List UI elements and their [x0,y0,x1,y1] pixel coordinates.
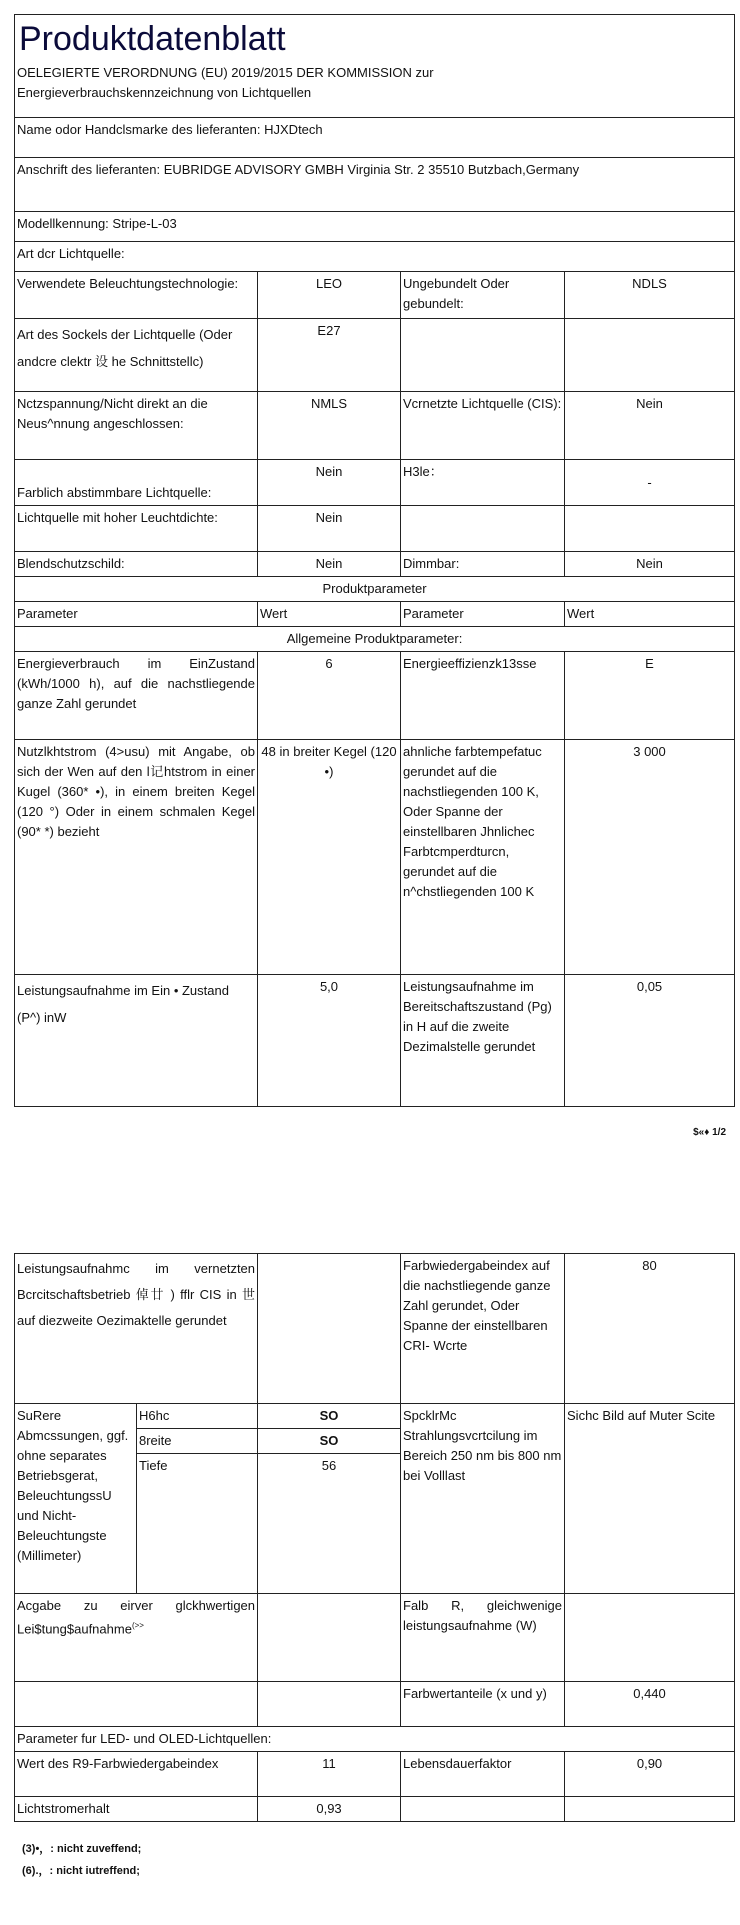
width-value [258,1429,401,1454]
page-2 [14,1253,734,1822]
datasheet-table-page-1 [14,14,735,1107]
depth-value: 56 [258,1454,401,1594]
energy-consumption-label: Energieverbrauch im EinZustand (kWh/1000 h), auf die nachstliegende ganze Zahl gerundet [15,652,258,740]
product-params-heading: Produktparameter [15,577,735,602]
cri-value: 80 [565,1254,735,1404]
shell-label: H3le： [401,460,565,506]
lumen-maintenance-value: 0,93 [258,1797,401,1822]
survival-factor-label: Lebensdauerfaktor [401,1752,565,1797]
led-params-heading: Parameter fur LED- und OLED-Lichtquellen: [15,1727,735,1752]
cct-label: ahnliche farbtempefatuc gerundet auf die nachstliegenden 100 K, Oder Spanne der einstellbaren Jhnlichec Farbtcmperdturcn, gerundet auf die n^chstliegenden 100 K [401,740,565,975]
footnote-2: (6).，: nicht iutreffend; [22,1865,140,1877]
empty-cell [258,1682,401,1727]
bundled-value: NDLS [565,272,735,319]
standby-power-label: Leistungsaufnahme im Bereitschaftszustand (Pg) in H auf die zweite Dezimalstelle gerundet [401,975,565,1107]
regulation-line-1: OELEGIERTE VERORDNUNG (EU) 2019/2015 DER KOMMISSION zur [17,65,434,80]
high-luminance-label: Lichtquelle mit hoher Leuchtdichte: [15,506,258,552]
equivalent-power-label [15,1594,258,1682]
supplier-address: Anschrift des lieferanten: EUBRIDGE ADVISORY GMBH Virginia Str. 2 35510 Butzbach,Germany [15,158,735,212]
equivalent-power-sup: (>> [131,1621,144,1630]
socket-value: E27 [258,319,401,392]
empty-cell [258,1594,401,1682]
energy-class-label: Energieeffizienzk13sse [401,652,565,740]
width-label: 8reite [137,1429,258,1454]
page-1 [14,14,734,1107]
energy-consumption-value: 6 [258,652,401,740]
spectral-value: Sichc Bild auf Muter Scite [565,1404,735,1594]
cri-label: Farbwiedergabeindex auf die nachstliegende ganze Zahl gerundet, Oder Spanne der einstellbaren CRI- Wcrte [401,1254,565,1404]
cls-label: Vcrnetzte Lichtquelle (CIS): [401,392,565,460]
colour-power-label: Falb R, gleichwenige leistungsaufnahme (W) [401,1594,565,1682]
height-value [258,1404,401,1429]
empty-cell [401,319,565,392]
chromaticity-label: Farbwertanteile (x und y) [401,1682,565,1727]
high-luminance-value: Nein [258,506,401,552]
model-identifier: Modellkennung: Stripe-L-03 [15,212,735,242]
energy-class-value: E [565,652,735,740]
tunable-value: Nein [258,460,401,506]
survival-factor-value: 0,90 [565,1752,735,1797]
tech-label: Verwendete Beleuchtungstechnologie: [15,272,258,319]
networked-standby-value [258,1254,401,1404]
page-title: Produktdatenblatt [19,20,286,58]
header-cell [15,15,735,118]
chromaticity-value: 0,440 [565,1682,735,1727]
bundled-label: Ungebundelt Oder gebundelt: [401,272,565,319]
tech-value: LEO [258,272,401,319]
shell-value: - [565,460,735,506]
networked-standby-label: Leistungsaufnahmc im vernetzten Bcrcitschaftsbetrieb 倬廿 ) fflr CIS in 世 auf diezweite Oezimaktelle gerundet [15,1254,258,1404]
supplier-name: Name odor Handclsmarke des lieferanten: HJXDtech [15,118,735,158]
footnote-1: (3)•，: nicht zuveffend; [22,1843,142,1855]
r9-label: Wert des R9-Farbwiedergabeindex [15,1752,258,1797]
dimensions-label: SuRere Abmcssungen, ggf. ohne separates Betriebsgerat, BeleuchtungssU und Nicht-Beleuchtungste (Millimeter) [15,1404,137,1594]
col-header-value: Wert [258,602,401,627]
tunable-label: Farblich abstimmbare Lichtquelle: [15,460,258,506]
dimmable-label: Dimmbar: [401,552,565,577]
regulation-line-2: Energieverbrauchskennzeichnung von Lichtquellen [17,85,312,100]
on-mode-power-label: Leistungsaufnahme im Ein • Zustand (P^) inW [15,975,258,1107]
width-value-text: SO [319,1433,339,1448]
height-value-text: SO [319,1408,339,1423]
standby-power-value: 0,05 [565,975,735,1107]
height-label: H6hc [137,1404,258,1429]
lumen-maintenance-label: Lichtstromerhalt [15,1797,258,1822]
empty-cell [565,506,735,552]
glare-shield-value: Nein [258,552,401,577]
light-source-type: Art dcr Lichtquelle: [15,242,735,272]
empty-cell [401,506,565,552]
depth-label: Tiefe [137,1454,258,1594]
spectral-label: SpcklrMc Strahlungsvcrtcilung im Bereich 250 nm bis 800 nm bei Volllast [401,1404,565,1594]
r9-value: 11 [258,1752,401,1797]
cct-value: 3 000 [565,740,735,975]
cls-value: Nein [565,392,735,460]
on-mode-power-value: 5,0 [258,975,401,1107]
glare-shield-label: Blendschutzschild: [15,552,258,577]
empty-cell [401,1797,565,1822]
col-header-value-2: Wert [565,602,735,627]
empty-cell [565,1797,735,1822]
empty-cell [565,1594,735,1682]
socket-label: Art des Sockels der Lichtquelle (Oder andcre clektr 设 he Schnittstellc) [15,319,258,392]
page-number: $«♦ 1/2 [693,1127,726,1138]
luminous-flux-value: 48 in breiter Kegel (120 •) [258,740,401,975]
luminous-flux-label: Nutzlkhtstrom (4>usu) mit Angabe, ob sich der Wen auf den l记htstrom in einer Kugel (360* •), in einem breiten Kegel (120 °) Oder in einem schmalen Kegel (90* *) bezieht [15,740,258,975]
dimmable-value: Nein [565,552,735,577]
col-header-parameter: Parameter [15,602,258,627]
general-params-heading: Allgemeine Produktparameter: [15,627,735,652]
mains-label: Nctzspannung/Nicht direkt an die Neus^nnung angeschlossen: [15,392,258,460]
equivalent-power-text: Acgabe zu eirver glckhwertigen Lei$tung$aufnahme [17,1598,256,1637]
mains-value: NMLS [258,392,401,460]
col-header-parameter-2: Parameter [401,602,565,627]
empty-cell [15,1682,258,1727]
datasheet-table-page-2 [14,1253,735,1822]
empty-cell [565,319,735,392]
